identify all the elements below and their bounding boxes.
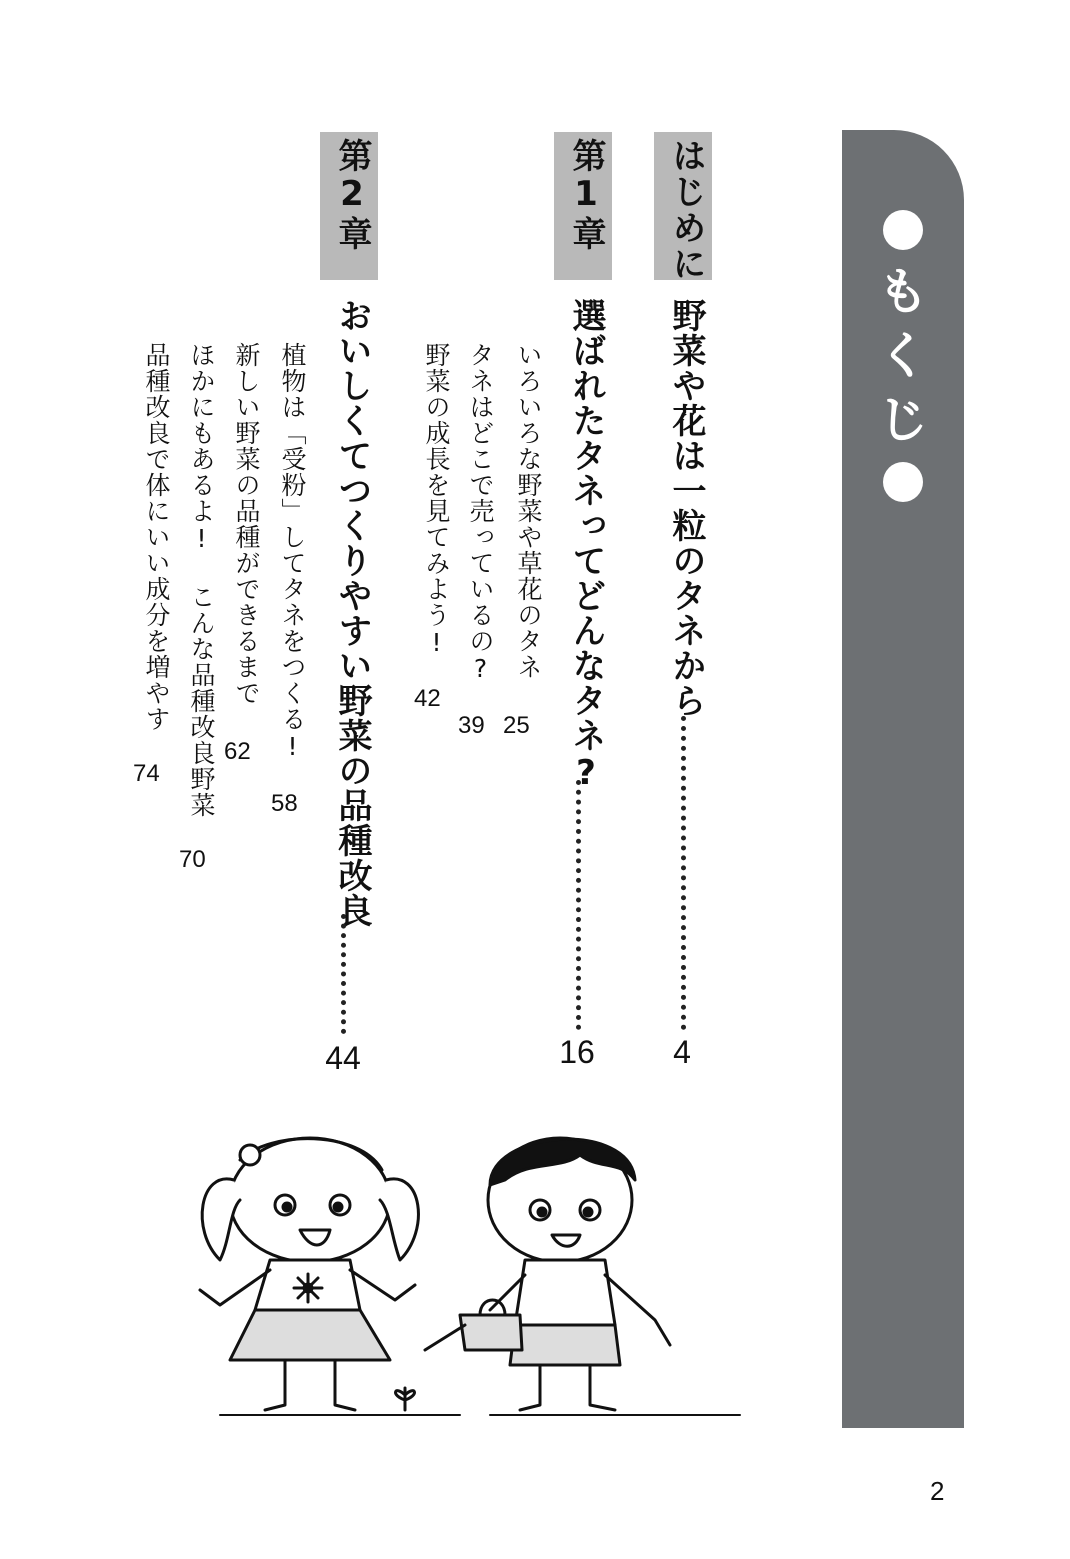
toc-title-char: も: [878, 263, 928, 321]
ch2-label: 第2章: [332, 138, 372, 252]
ch2-page-number: 44: [325, 1040, 361, 1076]
toc-title-char: じ: [878, 391, 928, 449]
toc-title: [842, 200, 964, 512]
ch1-label: 第1章: [566, 138, 606, 252]
page-number: 2: [930, 1476, 945, 1506]
toc-entry-page: 25: [503, 712, 530, 739]
toc-entry[interactable]: 植物は「受粉」してタネをつくる!: [278, 342, 307, 762]
toc-entry-page: 62: [224, 738, 251, 765]
children-watering-illustration: [160, 1110, 760, 1430]
dotted-leader: [341, 914, 346, 1034]
intro-page-number: 4: [673, 1034, 691, 1070]
toc-entry[interactable]: 野菜の成長を見てみよう!: [422, 342, 451, 658]
toc-entry[interactable]: タネはどこで売っているの?: [466, 342, 495, 684]
ch1-heading[interactable]: 選ばれたタネってどんなタネ?: [566, 298, 606, 794]
toc-entry[interactable]: いろいろな野菜や草花のタネ: [514, 342, 543, 680]
toc-entry-page: 39: [458, 712, 485, 739]
toc-title-char: く: [878, 327, 928, 385]
dotted-leader: [576, 780, 581, 1030]
intro-label: はじめに: [666, 138, 706, 282]
intro-heading[interactable]: 野菜や花は一粒のタネから: [666, 298, 706, 718]
toc-entry[interactable]: ほかにもあるよ! こんな品種改良野菜: [187, 342, 216, 818]
ch1-page-number: 16: [559, 1034, 595, 1070]
toc-entry[interactable]: 新しい野菜の品種ができるまで: [232, 342, 261, 706]
toc-entry-page: 74: [133, 760, 160, 787]
toc-entry[interactable]: 品種改良で体にいい成分を増やす: [142, 342, 171, 732]
dotted-leader: [681, 716, 686, 1030]
toc-entry-page: 42: [414, 685, 441, 712]
toc-entry-page: 70: [179, 846, 206, 873]
ch2-heading[interactable]: おいしくてつくりやすい野菜の品種改良: [332, 298, 372, 928]
toc-entry-page: 58: [271, 790, 298, 817]
bullet-dot-icon: [883, 210, 923, 250]
bullet-dot-icon: [883, 462, 923, 502]
